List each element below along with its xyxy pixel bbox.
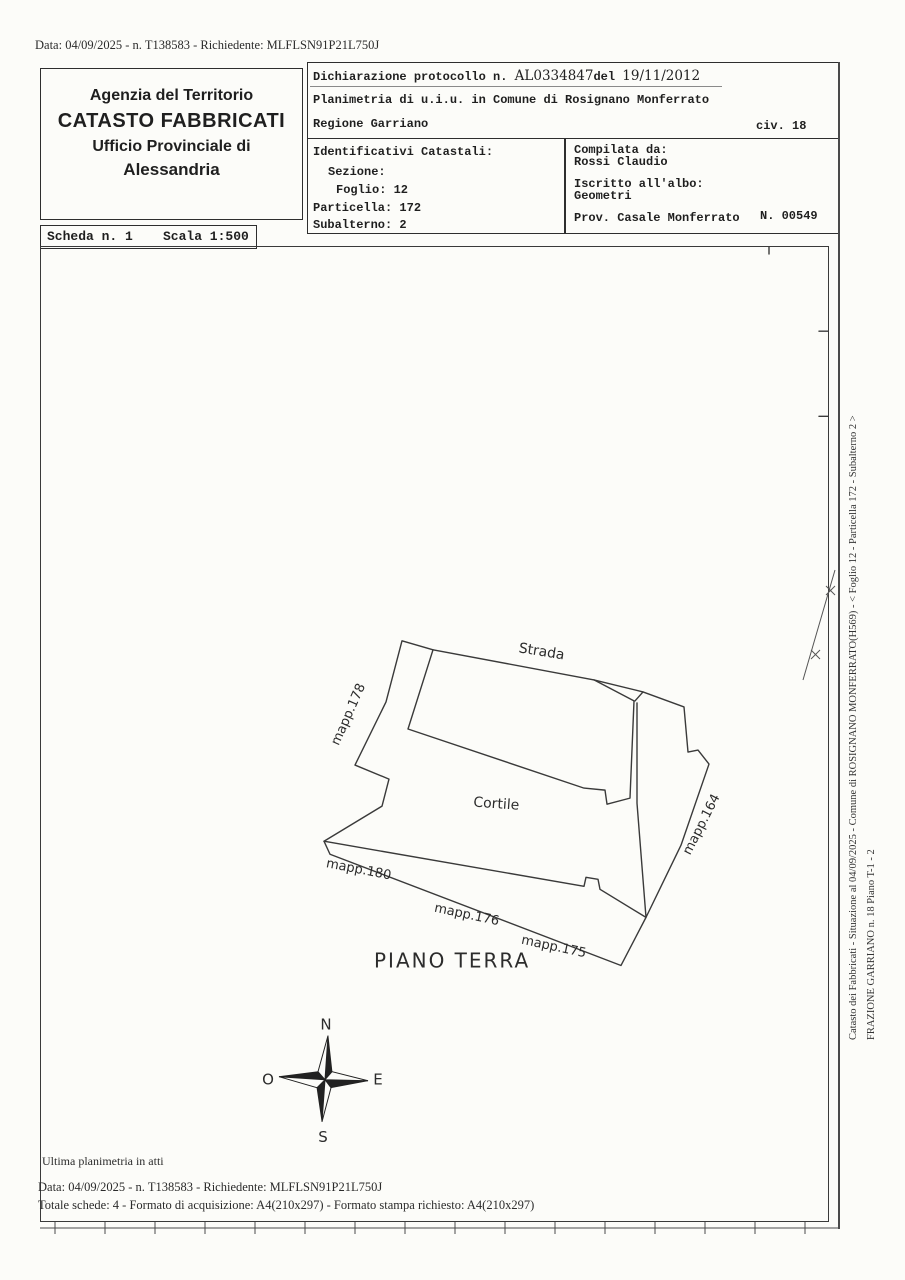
office-line-agenzia: Agenzia del Territorio [89,87,254,104]
compass-rose [262,1016,383,1146]
civico-value: civ. 18 [756,119,807,133]
compass-label-east: E [373,1070,383,1089]
label-strada: Strada [517,640,566,664]
dichiarazione-line [313,68,700,84]
compass-east-light [325,1072,368,1081]
compass-label-north: N [320,1015,332,1034]
compass-label-west: O [262,1070,274,1089]
footer-totale-line: Totale schede: 4 - Formato di acquisizione: A4(210x297) - Formato stampa richiesto: A4(210x297) [38,1198,535,1212]
box-divider [564,139,566,233]
right-annex-outline [637,692,709,917]
label-mapp-164: mapp.164 [680,791,724,858]
label-mapp-180: mapp.180 [324,856,393,884]
foglio-field: Foglio: 12 [336,183,409,197]
subalterno-field: Subalterno: 2 [313,218,407,232]
label-cortile: Cortile [472,794,520,814]
planimetria-line: Planimetria di u.i.u. in Comune di Rosignano Monferrato [313,93,710,107]
side-annotation-line2: FRAZIONE GARRIANO n. 18 Piano T-1 - 2 [866,849,877,1040]
office-header-box [40,68,303,220]
sezione-field: Sezione: [328,165,386,179]
compilata-nome: Rossi Claudio [574,155,668,169]
scheda-number: Scheda n. 1 [47,229,133,244]
particella-field: Particella: 172 [313,201,422,215]
floor-plan-sketch [41,247,828,1221]
office-line-ufficio: Ufficio Provinciale di [92,138,251,155]
page-border-right [838,62,840,1229]
albo-number: N. 00549 [760,209,818,223]
main-building-outline [408,650,634,804]
albo-label: Iscritto all'albo: [574,177,704,191]
compass-label-south: S [318,1127,328,1146]
regione-line: Regione Garriano [313,117,429,131]
compilata-label: Compilata da: [574,143,668,157]
top-request-line: Data: 04/09/2025 - n. T138583 - Richiedente: MLFLSN91P21L750J [35,38,380,52]
drawing-frame [40,246,829,1222]
label-mapp-178: mapp.178 [328,681,370,748]
protocollo-number: AL0334847 [514,68,594,84]
del-word: del [593,70,616,84]
lower-strip-outline [324,841,646,965]
footer-data-line: Data: 04/09/2025 - n. T138583 - Richiedente: MLFLSN91P21L750J [38,1180,383,1194]
dichiarazione-label: Dichiarazione protocollo n. [313,70,508,84]
bottom-ruler-line [38,1220,843,1236]
footer-ultima-line: Ultima planimetria in atti [42,1154,164,1168]
identificativi-box [307,138,840,234]
identificativi-title: Identificativi Catastali: [313,145,494,159]
protocol-fill-line [310,86,722,87]
office-line-citta: Alessandria [123,160,220,179]
office-line-catasto: CATASTO FABBRICATI [57,110,286,132]
scala-value: Scala 1:500 [163,229,249,244]
fold-mark [795,550,850,700]
albo-value: Geometri [574,189,632,203]
side-annotation-line1: Catasto dei Fabbricati - Situazione al 04/09/2025 - Comune di ROSIGNANO MONFERRATO(H569) - < Foglio 12 - Particella 172 - Subalterno 2 > [848,415,859,1040]
label-mapp-176: mapp.176 [432,900,501,930]
label-piano-terra: PIANO TERRA [374,948,531,973]
provincia-value: Prov. Casale Monferrato [574,211,740,225]
label-mapp-175: mapp.175 [519,932,588,962]
dichiarazione-box [307,62,840,140]
protocollo-date: 19/11/2012 [622,68,701,84]
